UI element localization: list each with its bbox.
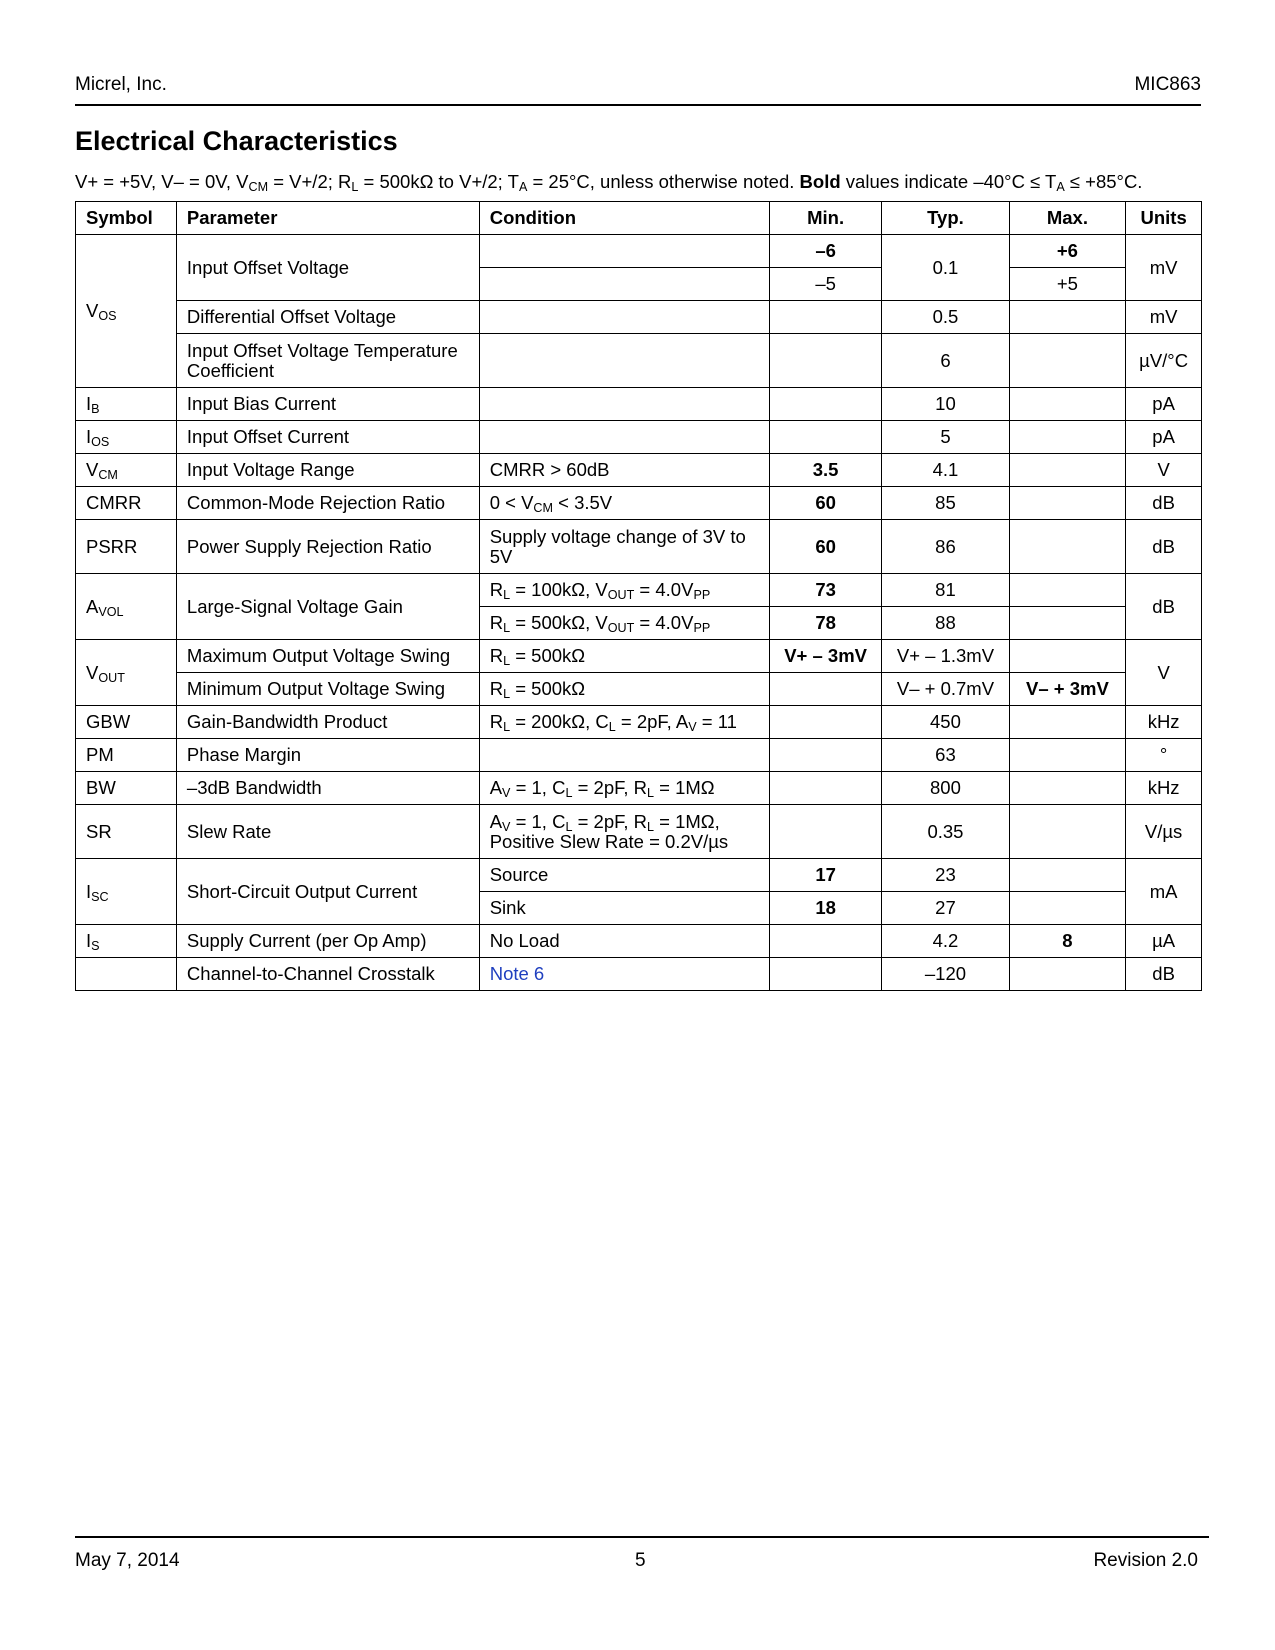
table-row [76, 334, 1202, 388]
param-cell: Input Voltage Range [176, 454, 479, 487]
symbol-psrr: PSRR [76, 520, 177, 574]
min-cell [769, 334, 881, 388]
min-cell: 18 [769, 892, 881, 925]
table-row [76, 421, 1202, 454]
param-cell: Slew Rate [176, 805, 479, 859]
param-cell: Input Offset Voltage Temperature Coefficient [176, 334, 479, 388]
units-cell: V [1126, 454, 1202, 487]
typ-cell: 800 [882, 772, 1009, 805]
min-cell [769, 739, 881, 772]
typ-cell: 0.5 [882, 301, 1009, 334]
condition-cell: $R_L = 500k\Omega$, $V_{OUT} = 4.0V_{PP}$ [479, 607, 769, 640]
typ-cell: 4.2 [882, 925, 1009, 958]
typ-cell: –120 [882, 958, 1009, 991]
min-cell [769, 421, 881, 454]
table-row [76, 520, 1202, 574]
condition-cell: Source [479, 859, 769, 892]
table-row [76, 706, 1202, 739]
table-row [76, 673, 1202, 706]
symbol-cmrr: CMRR [76, 487, 177, 520]
min-cell [769, 772, 881, 805]
max-cell [1009, 607, 1126, 640]
min-cell: 78 [769, 607, 881, 640]
symbol-vos: $V_{OS}$ [76, 235, 177, 388]
condition-cell: $R_L = 100k\Omega$, $V_{OUT} = 4.0V_{PP}$ [479, 574, 769, 607]
max-cell [1009, 520, 1126, 574]
units-cell: dB [1126, 574, 1202, 640]
typ-cell: 23 [882, 859, 1009, 892]
max-cell [1009, 640, 1126, 673]
max-cell [1009, 805, 1126, 859]
symbol-cell [76, 958, 177, 991]
units-cell: V [1126, 640, 1202, 706]
part-number: MIC863 [1134, 74, 1201, 95]
typ-cell: 86 [882, 520, 1009, 574]
units-cell: mA [1126, 859, 1202, 925]
electrical-characteristics-table [75, 201, 1202, 991]
max-cell [1009, 421, 1126, 454]
min-cell: –5 [769, 268, 881, 301]
param-cell: –3dB Bandwidth [176, 772, 479, 805]
max-cell [1009, 892, 1126, 925]
param-cell: Input Offset Current [176, 421, 479, 454]
col-typ: Typ. [882, 202, 1009, 235]
max-cell: 8 [1009, 925, 1126, 958]
condition-cell: Supply voltage change of 3V to 5V [479, 520, 769, 574]
condition-cell: Sink [479, 892, 769, 925]
units-cell: dB [1126, 487, 1202, 520]
param-cell: Short-Circuit Output Current [176, 859, 479, 925]
min-cell [769, 706, 881, 739]
col-condition: Condition [479, 202, 769, 235]
table-row [76, 640, 1202, 673]
footer-revision: Revision 2.0 [1093, 1550, 1198, 1571]
typ-cell: 88 [882, 607, 1009, 640]
param-cell: Input Offset Voltage [176, 235, 479, 301]
condition-cell [479, 334, 769, 388]
max-cell: +5 [1009, 268, 1126, 301]
table-row [76, 859, 1202, 892]
typ-cell: V– + 0.7mV [882, 673, 1009, 706]
min-cell: 60 [769, 520, 881, 574]
units-cell: µV/°C [1126, 334, 1202, 388]
typ-cell: 10 [882, 388, 1009, 421]
condition-cell: $A_V = 1$, $C_L = 2pF$, $R_L = 1M\Omega$, Positive Slew Rate = 0.2V/µs [479, 805, 769, 859]
max-cell [1009, 739, 1126, 772]
symbol-vout: $V_{OUT}$ [76, 640, 177, 706]
units-cell: kHz [1126, 772, 1202, 805]
typ-cell: 4.1 [882, 454, 1009, 487]
typ-cell: 0.35 [882, 805, 1009, 859]
typ-cell: 5 [882, 421, 1009, 454]
param-cell: Minimum Output Voltage Swing [176, 673, 479, 706]
page-header [75, 74, 1201, 106]
typ-cell: 81 [882, 574, 1009, 607]
condition-cell [479, 388, 769, 421]
col-units: Units [1126, 202, 1202, 235]
min-cell: 3.5 [769, 454, 881, 487]
min-cell: 17 [769, 859, 881, 892]
condition-cell: $A_V = 1$, $C_L = 2pF$, $R_L = 1M\Omega$ [479, 772, 769, 805]
table-row [76, 454, 1202, 487]
units-cell: mV [1126, 235, 1202, 301]
param-cell: Gain-Bandwidth Product [176, 706, 479, 739]
page-footer [75, 1536, 1209, 1571]
section-title: Electrical Characteristics [75, 126, 398, 156]
min-cell: 73 [769, 574, 881, 607]
max-cell [1009, 958, 1126, 991]
min-cell: V+ – 3mV [769, 640, 881, 673]
max-cell [1009, 301, 1126, 334]
units-cell: V/µs [1126, 805, 1202, 859]
symbol-bw: BW [76, 772, 177, 805]
table-row [76, 739, 1202, 772]
min-cell [769, 301, 881, 334]
max-cell [1009, 388, 1126, 421]
min-cell [769, 925, 881, 958]
param-cell: Common-Mode Rejection Ratio [176, 487, 479, 520]
units-cell: dB [1126, 520, 1202, 574]
symbol-pm: PM [76, 739, 177, 772]
units-cell: pA [1126, 421, 1202, 454]
max-cell [1009, 454, 1126, 487]
symbol-ib: $I_B$ [76, 388, 177, 421]
company-name: Micrel, Inc. [75, 74, 167, 95]
condition-cell: $R_L = 500k\Omega$ [479, 640, 769, 673]
condition-cell: $R_L = 500k\Omega$ [479, 673, 769, 706]
units-cell: pA [1126, 388, 1202, 421]
min-cell [769, 805, 881, 859]
units-cell: dB [1126, 958, 1202, 991]
param-cell: Phase Margin [176, 739, 479, 772]
symbol-vcm: $V_{CM}$ [76, 454, 177, 487]
max-cell [1009, 859, 1126, 892]
test-conditions: V+ = +5V, V– = 0V, $V_{CM} = V+/2$; $R_L = 500k\Omega$ to V+/2; $T_A = 25^\circ C$, unless otherwise noted. Bold values indicate $-40^\circ C \le T_A \le +85^\circ C$. [75, 171, 1143, 195]
min-cell: –6 [769, 235, 881, 268]
condition-cell: No Load [479, 925, 769, 958]
table-row [76, 772, 1202, 805]
condition-cell [479, 268, 769, 301]
units-cell: kHz [1126, 706, 1202, 739]
param-cell: Supply Current (per Op Amp) [176, 925, 479, 958]
symbol-is: $I_S$ [76, 925, 177, 958]
condition-cell [479, 301, 769, 334]
max-cell [1009, 706, 1126, 739]
table-row [76, 301, 1202, 334]
table-row [76, 805, 1202, 859]
typ-cell: V+ – 1.3mV [882, 640, 1009, 673]
note-6-link[interactable]: Note 6 [489, 963, 545, 984]
units-cell: mV [1126, 301, 1202, 334]
param-cell: Power Supply Rejection Ratio [176, 520, 479, 574]
max-cell [1009, 487, 1126, 520]
col-min: Min. [769, 202, 881, 235]
condition-cell [479, 421, 769, 454]
footer-date: May 7, 2014 [75, 1550, 180, 1571]
max-cell [1009, 574, 1126, 607]
typ-cell: 63 [882, 739, 1009, 772]
param-cell: Maximum Output Voltage Swing [176, 640, 479, 673]
param-cell: Channel-to-Channel Crosstalk [176, 958, 479, 991]
condition-cell [479, 739, 769, 772]
min-cell [769, 388, 881, 421]
table-row [76, 958, 1202, 991]
table-row [76, 388, 1202, 421]
symbol-isc: $I_{SC}$ [76, 859, 177, 925]
table-row [76, 487, 1202, 520]
typ-cell: 27 [882, 892, 1009, 925]
min-cell [769, 673, 881, 706]
condition-cell: CMRR > 60dB [479, 454, 769, 487]
typ-cell: 450 [882, 706, 1009, 739]
col-parameter: Parameter [176, 202, 479, 235]
symbol-sr: SR [76, 805, 177, 859]
min-cell: 60 [769, 487, 881, 520]
param-cell: Large-Signal Voltage Gain [176, 574, 479, 640]
units-cell: ° [1126, 739, 1202, 772]
symbol-ios: $I_{OS}$ [76, 421, 177, 454]
typ-cell: 0.1 [882, 235, 1009, 301]
units-cell: µA [1126, 925, 1202, 958]
min-cell [769, 958, 881, 991]
condition-cell [479, 958, 769, 991]
condition-cell: $R_L = 200k\Omega$, $C_L = 2pF$, $A_V = 11$ [479, 706, 769, 739]
table-row [76, 235, 1202, 268]
table-row [76, 574, 1202, 607]
max-cell [1009, 334, 1126, 388]
condition-cell [479, 235, 769, 268]
typ-cell: 6 [882, 334, 1009, 388]
condition-cell: $0 < V_{CM} < 3.5V$ [479, 487, 769, 520]
symbol-gbw: GBW [76, 706, 177, 739]
table-row [76, 925, 1202, 958]
symbol-avol: $A_{VOL}$ [76, 574, 177, 640]
col-max: Max. [1009, 202, 1126, 235]
col-symbol: Symbol [76, 202, 177, 235]
max-cell: +6 [1009, 235, 1126, 268]
typ-cell: 85 [882, 487, 1009, 520]
page-number: 5 [635, 1550, 646, 1571]
param-cell: Input Bias Current [176, 388, 479, 421]
table-header-row [76, 202, 1202, 235]
param-cell: Differential Offset Voltage [176, 301, 479, 334]
max-cell [1009, 772, 1126, 805]
max-cell: V– + 3mV [1009, 673, 1126, 706]
